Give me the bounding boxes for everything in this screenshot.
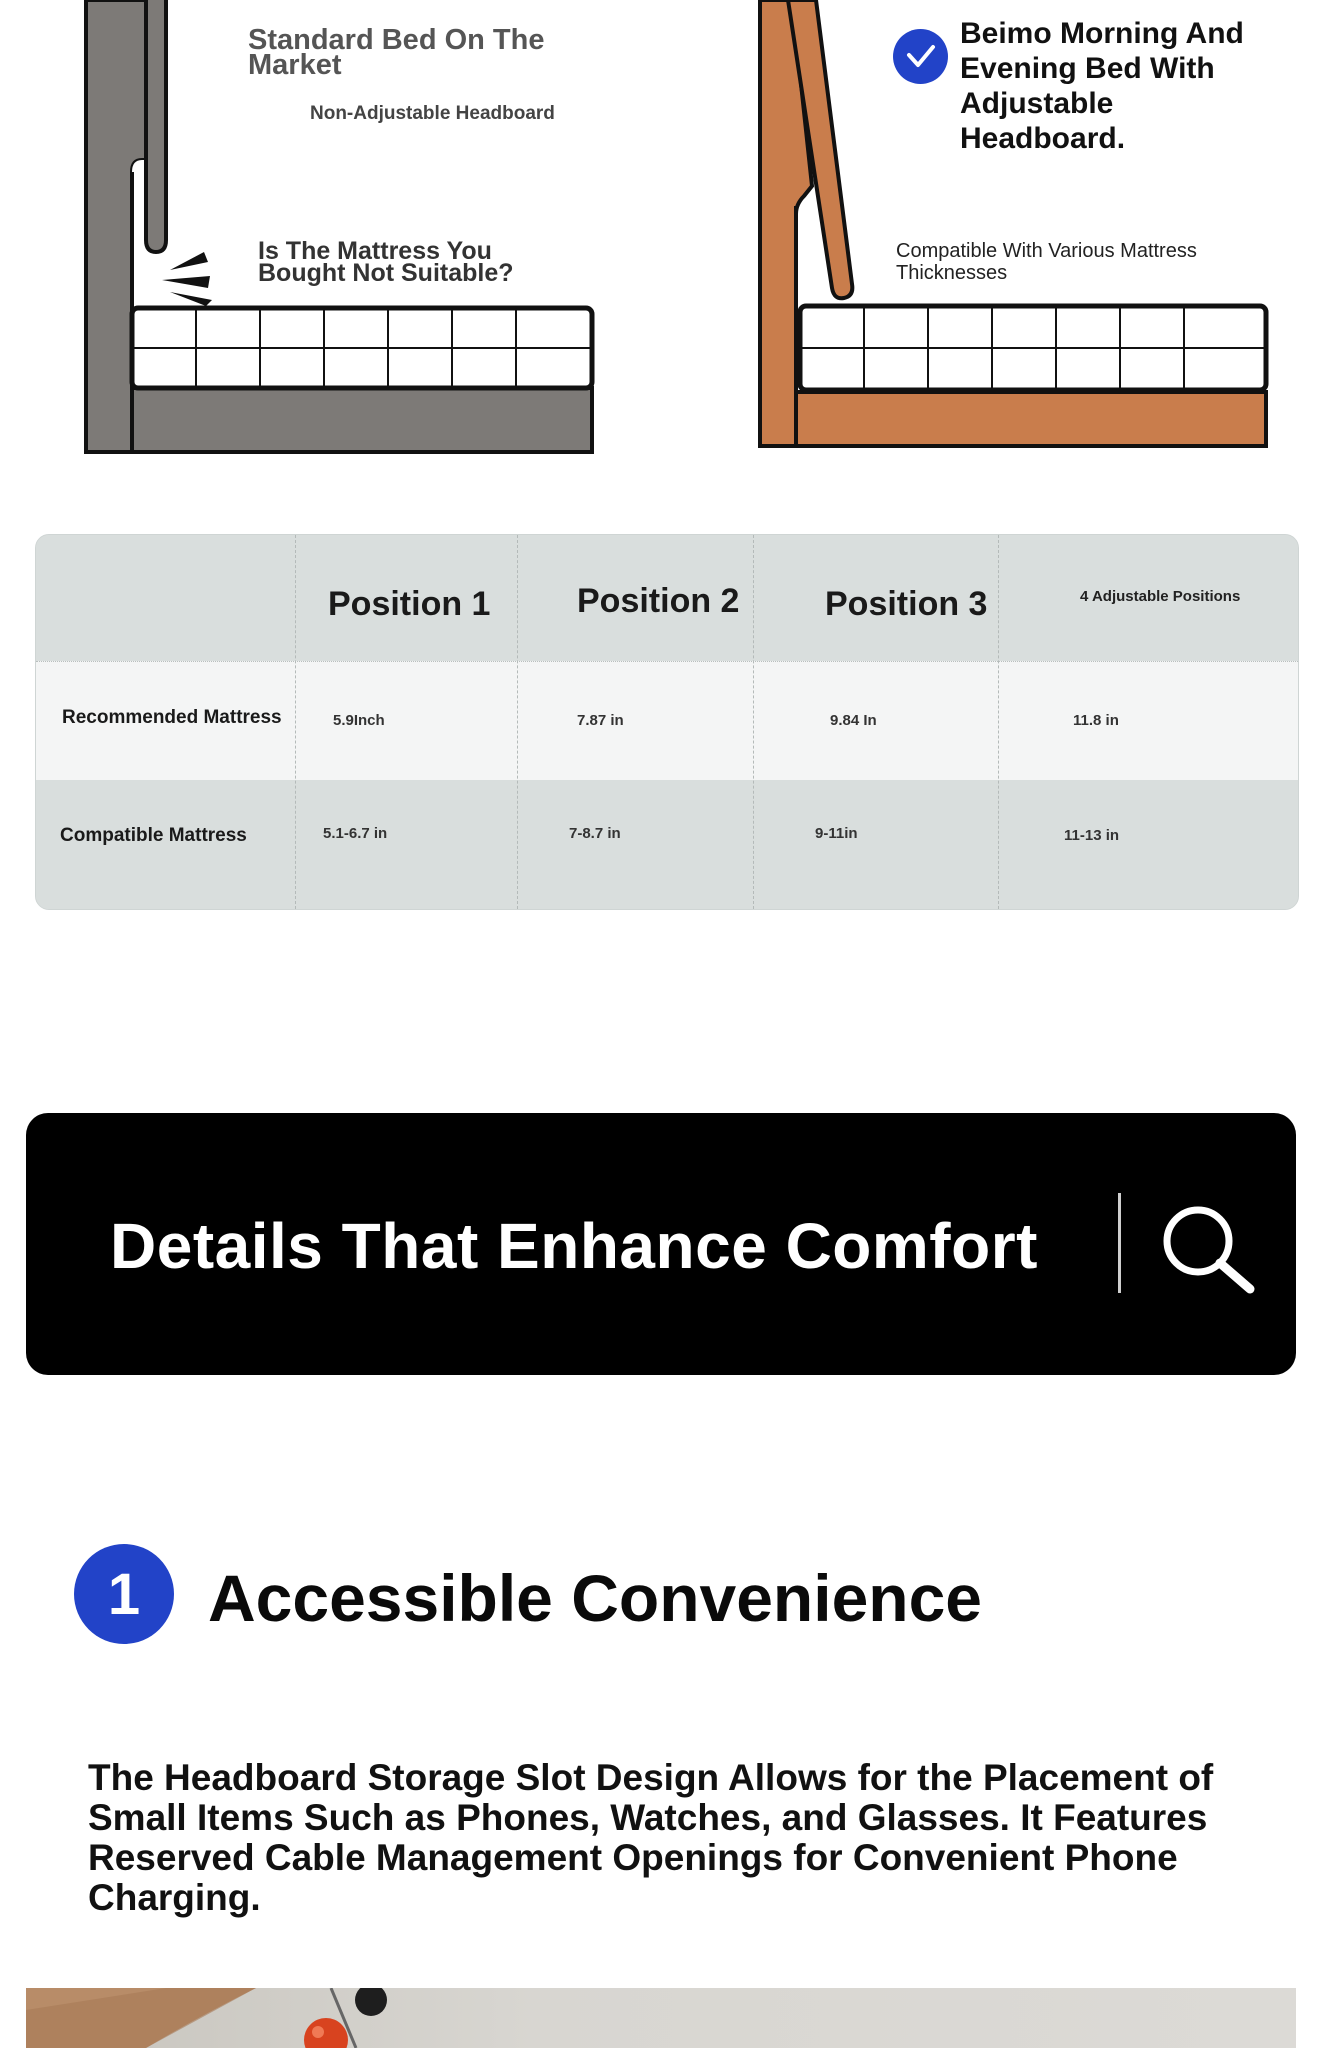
table-cell: 7-8.7 in [569, 825, 621, 842]
standard-bed-question: Is The Mattress You Bought Not Suitable? [258, 237, 514, 287]
table-cell: 11.8 in [1073, 712, 1119, 729]
standard-bed-subtitle: Non-Adjustable Headboard [310, 103, 555, 124]
banner-title: Details That Enhance Comfort [110, 1210, 1038, 1282]
row-label: Recommended Mattress [62, 707, 282, 728]
table-cell: 5.1-6.7 in [323, 825, 388, 842]
table-cell: 9-11in [815, 825, 858, 842]
section-title: Accessible Convenience [208, 1561, 983, 1635]
banner-divider [1118, 1193, 1121, 1293]
section-number-badge: 1 [74, 1544, 174, 1644]
table-header-row [36, 535, 1298, 661]
table-cell: 9.84 In [830, 712, 877, 729]
position-table [35, 534, 1299, 910]
standard-bed-title: Standard Bed On The Market [248, 24, 545, 81]
row-label: Compatible Mattress [60, 825, 247, 846]
checkmark-icon [893, 29, 948, 84]
table-divider [517, 535, 518, 909]
table-header-cell: Position 2 [577, 582, 740, 620]
section-description: The Headboard Storage Slot Design Allows for the Placement of Small Items Such as Phones, Watches, and Glasses. It Features Reserved Cable Management Openings for Convenient Phone Charging. [88, 1757, 1214, 1918]
table-cell: 7.87 in [577, 712, 624, 729]
details-banner [26, 1113, 1296, 1375]
product-photo [26, 1988, 1296, 2048]
table-header-cell: Position 3 [825, 585, 988, 623]
table-row [36, 661, 1298, 781]
beimo-bed-title: Beimo Morning And Evening Bed With Adjustable Headboard. [960, 17, 1244, 155]
table-cell: 11-13 in [1064, 827, 1120, 844]
search-icon [1158, 1201, 1258, 1297]
table-divider [753, 535, 754, 909]
table-cell: 5.9Inch [333, 712, 385, 729]
table-header-cell: 4 Adjustable Positions [1080, 588, 1241, 605]
table-divider [998, 535, 999, 909]
beimo-bed-subtitle: Compatible With Various Mattress Thicknesses [896, 240, 1197, 284]
table-divider [295, 535, 296, 909]
table-row [36, 780, 1298, 909]
table-header-cell: Position 1 [328, 585, 491, 623]
